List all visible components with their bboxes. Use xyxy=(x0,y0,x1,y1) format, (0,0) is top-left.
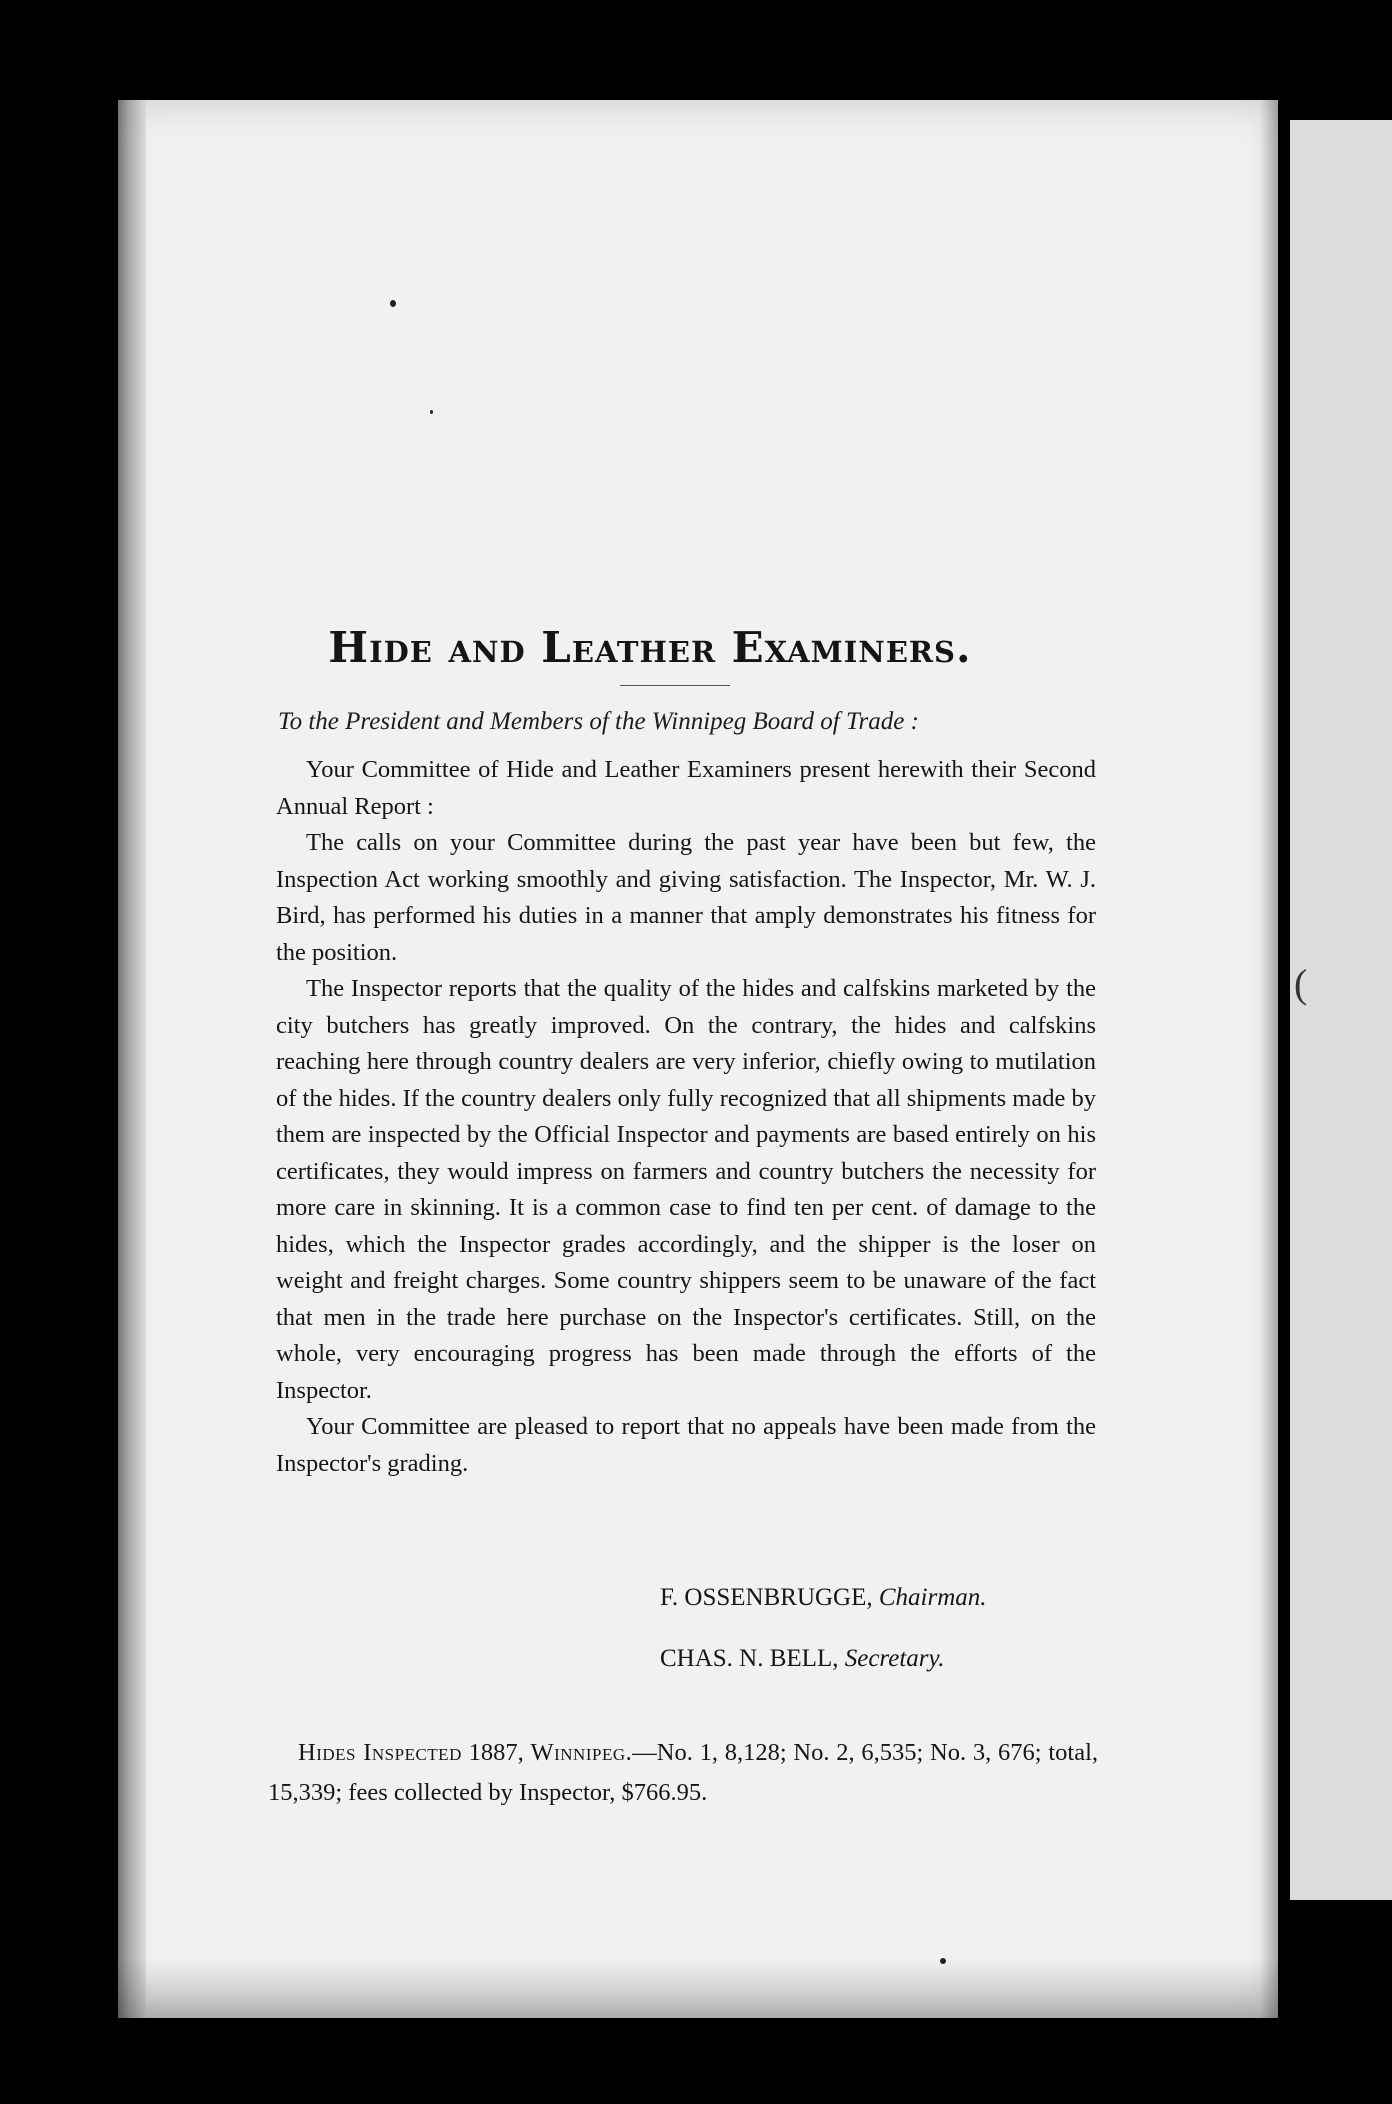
ink-speck xyxy=(430,410,433,414)
page-heading: Hide and Leather Examiners. xyxy=(328,623,972,673)
signature-chairman xyxy=(660,1584,987,1612)
paragraph-1: Your Committee of Hide and Leather Examiners present herewith their Second Annual Report : xyxy=(276,756,1096,820)
paragraph-4: Your Committee are pleased to report that no appeals have been made from the Inspector's grading. xyxy=(276,1413,1096,1477)
summary-place: Winnipeg. xyxy=(530,1739,633,1766)
inspection-summary xyxy=(268,1733,1098,1813)
heading-rule xyxy=(620,685,730,686)
signature-name: CHAS. N. BELL, xyxy=(660,1645,839,1672)
paragraph-2: The calls on your Committee during the past year have been but few, the Inspection Act working smoothly and giving satisfaction. The Inspector, Mr. W. J. Bird, has performed his duties in a manner that amply demonstrates his fitness for the position. xyxy=(276,829,1096,966)
summary-figures: —No. 1, 8,128; No. 2, 6,535; No. 3, 676; total, 15,339; fees collected by Inspector, $766.95. xyxy=(268,1739,1099,1806)
page-right-shadow xyxy=(1260,100,1278,2018)
margin-mark: ( xyxy=(1294,961,1308,1006)
page-gutter xyxy=(118,100,146,2018)
ink-speck xyxy=(390,300,396,307)
report-body xyxy=(276,752,1096,1482)
signature-role: Secretary. xyxy=(844,1645,945,1672)
adjacent-page-edge xyxy=(1290,120,1392,1900)
salutation: To the President and Members of the Winnipeg Board of Trade : xyxy=(278,708,919,735)
ink-speck xyxy=(940,1958,946,1964)
signature-secretary xyxy=(660,1645,944,1673)
summary-lead: Hides Inspected xyxy=(298,1739,462,1766)
signature-name: F. OSSENBRUGGE, xyxy=(660,1584,873,1611)
signature-role: Chairman. xyxy=(878,1584,987,1611)
summary-year: 1887, xyxy=(468,1739,524,1766)
paragraph-3: The Inspector reports that the quality of the hides and calfskins marketed by the city butchers has greatly improved. On the contrary, the hides and calfskins reaching here through country dealers are very inferior, chiefly owing to mutilation of the hides. If the country dealers only fully recognized that all shipments made by them are inspected by the Official Inspector and payments are based entirely on his certificates, they would impress on farmers and country butchers the necessity for more care in skinning. It is a common case to find ten per cent. of damage to the hides, which the Inspector grades accordingly, and the shipper is the loser on weight and freight charges. Some country shippers seem to be unaware of the fact that men in the trade here purchase on the Inspector's certificates. Still, on the whole, very encouraging progress has been made through the efforts of the Inspector. xyxy=(276,975,1096,1404)
page-bottom-shadow xyxy=(118,1958,1278,2018)
